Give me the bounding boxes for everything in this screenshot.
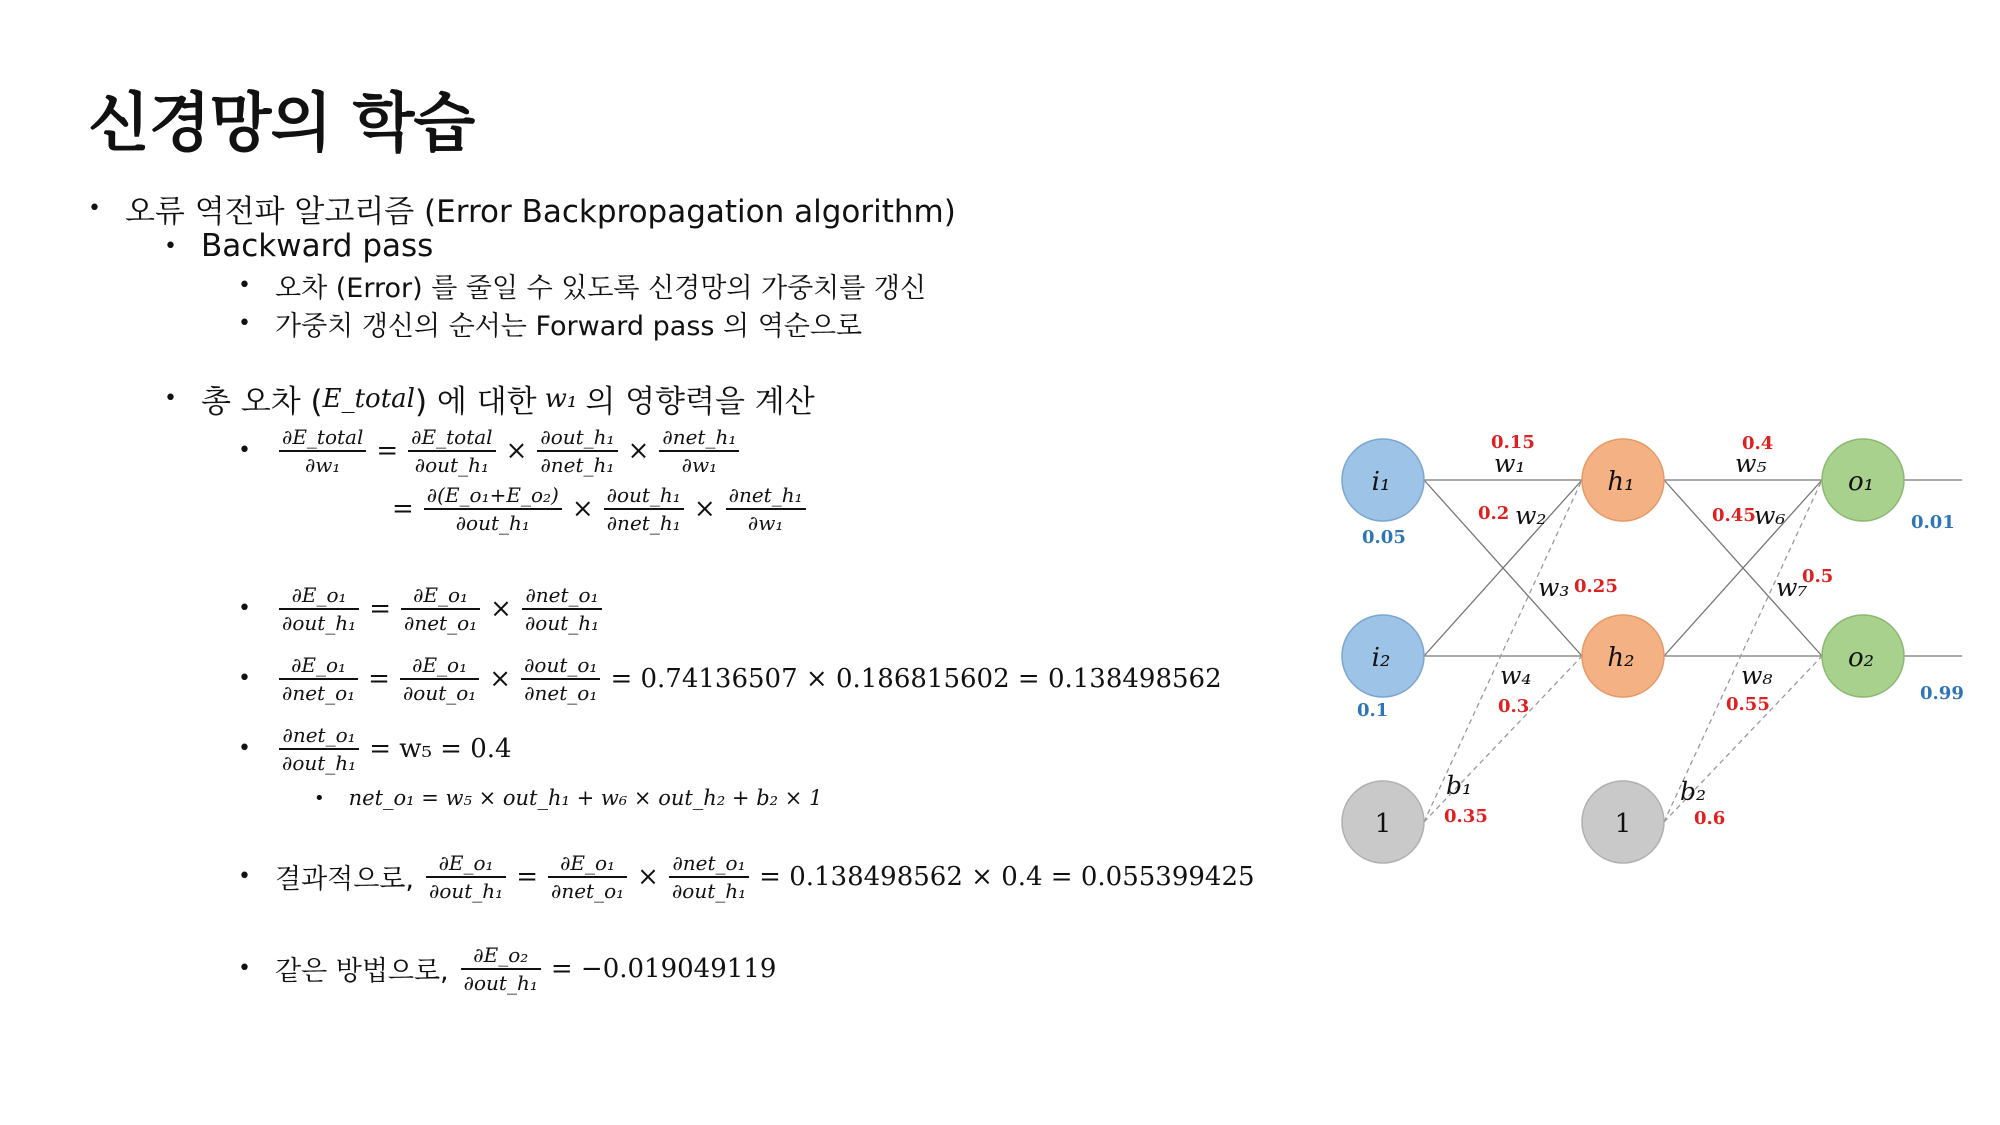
- equation-1-line-2: = $\frac{\text{∂(E\_o₁+E\_o₂)}}{\text{∂out\_h₁}}$ × $\frac{\text{∂out\_h₁}}{\text{∂net\_h₁}}$ × $\frac{\text{∂net\_h₁}}{\text{∂w₁}}$: [386, 482, 810, 536]
- equation-5: • 결과적으로, $\frac{\text{∂E\_o₁}}{\text{∂out\_h₁}}$ = $\frac{\text{∂E\_o₁}}{\text{∂net\_o₁}}$ × $\frac{\text{∂net\_o₁}}{\text{∂out\_h₁}}$ = 0.138498562 × 0.4 = 0.055399425: [238, 851, 1255, 903]
- weight-label-w2: w₂: [1515, 501, 1547, 530]
- denominator: ∂w₁: [681, 452, 718, 477]
- denominator: ∂net_o₁: [524, 680, 598, 705]
- numerator: ∂E_o₁: [438, 851, 494, 875]
- bullet-dot: •: [164, 386, 177, 411]
- weight-value-w8: 0.55: [1726, 694, 1770, 715]
- bullet-text: 오류 역전파 알고리즘 (Error Backpropagation algorithm): [124, 194, 956, 230]
- node-label-h1: h₁: [1607, 467, 1635, 497]
- denominator: ∂out_h₁: [281, 750, 357, 775]
- numerator: ∂net_o₁: [282, 723, 356, 747]
- numerator: ∂(E_o₁+E_o₂): [426, 483, 559, 507]
- weight-label-w8: w₈: [1741, 661, 1773, 690]
- numerator: ∂E_total: [411, 425, 493, 449]
- weight-value-w4: 0.3: [1498, 696, 1530, 717]
- denominator: ∂out_h₁: [281, 610, 357, 635]
- math-etotal: E_total: [322, 383, 415, 414]
- math-w1: w₁: [544, 383, 578, 414]
- page-title: 신경망의 학습: [88, 87, 475, 161]
- node-label-bias-1: 1: [1374, 809, 1392, 839]
- bullet-dot: •: [314, 787, 325, 809]
- numerator: ∂net_o₁: [672, 851, 746, 875]
- equation-result: = −0.019049119: [550, 953, 777, 984]
- weight-value-w3: 0.25: [1574, 576, 1618, 597]
- weight-value-w2: 0.2: [1478, 503, 1510, 524]
- numerator: ∂out_h₁: [540, 425, 615, 449]
- denominator: ∂net_o₁: [281, 680, 356, 705]
- weight-value-w6: 0.45: [1712, 505, 1756, 526]
- output-target-o2: 0.99: [1920, 683, 1964, 704]
- weight-value-b1: 0.35: [1444, 806, 1488, 827]
- weight-value-b2: 0.6: [1694, 808, 1726, 829]
- denominator: ∂w₁: [304, 452, 341, 477]
- node-label-bias-2: 1: [1614, 809, 1632, 839]
- numerator: ∂E_o₁: [291, 583, 347, 607]
- numerator: ∂out_o₁: [524, 653, 598, 677]
- bullet-text-pre: 총 오차 (: [200, 384, 323, 420]
- input-value-i2: 0.1: [1357, 700, 1389, 721]
- denominator: ∂net_h₁: [606, 510, 681, 535]
- weight-label-w7: w₇: [1776, 573, 1808, 602]
- numerator: ∂net_h₁: [662, 425, 737, 449]
- node-label-h2: h₂: [1607, 643, 1635, 673]
- numerator: ∂E_o₁: [413, 583, 469, 607]
- weight-label-w4: w₄: [1500, 661, 1532, 690]
- weight-value-w7: 0.5: [1802, 566, 1834, 587]
- denominator: ∂out_h₁: [524, 610, 600, 635]
- weight-label-w5: w₅: [1735, 449, 1767, 478]
- bullet-dot: •: [238, 311, 251, 336]
- equation-3: • $\frac{\text{∂E\_o₁}}{\text{∂net\_o₁}}$ = $\frac{\text{∂E\_o₁}}{\text{∂out\_o₁}}$ × $\frac{\text{∂out\_o₁}}{\text{∂net\_o₁}}$ = 0.74136507 × 0.186815602 = 0.138498562: [238, 653, 1222, 705]
- bullet-dot: •: [238, 864, 251, 890]
- numerator: ∂E_total: [281, 425, 364, 449]
- bullet-dot: •: [164, 233, 177, 259]
- node-label-i2: i₂: [1371, 643, 1391, 673]
- denominator: ∂net_o₁: [550, 878, 625, 903]
- equation-1-line-1: • $\frac{\text{∂E\_total}}{\text{∂w₁}}$ = $\frac{\text{∂E\_total}}{\text{∂out\_h₁}}$ × $\frac{\text{∂out\_h₁}}{\text{∂net\_h₁}}$ × $\frac{\text{∂net\_h₁}}{\text{∂w₁}}$: [238, 424, 743, 478]
- numerator: ∂E_o₂: [473, 943, 529, 967]
- denominator: ∂out_h₁: [455, 510, 530, 535]
- bullet-text: 오차 (Error) 를 줄일 수 있도록 신경망의 가중치를 갱신: [274, 273, 927, 304]
- denominator: ∂net_h₁: [540, 452, 615, 477]
- weight-label-b1: b₁: [1446, 771, 1473, 800]
- bullet-dot: •: [238, 596, 251, 622]
- equation-result: = 0.138498562 × 0.4 = 0.055399425: [759, 861, 1255, 892]
- bullet-text: 가중치 갱신의 순서는 Forward pass 의 역순으로: [274, 311, 863, 342]
- equation-prefix: 같은 방법으로,: [274, 956, 449, 988]
- node-label-i1: i₁: [1371, 467, 1391, 497]
- input-value-i1: 0.05: [1362, 527, 1406, 548]
- denominator: ∂out_o₁: [402, 680, 477, 705]
- weight-label-w3: w₃: [1538, 573, 1570, 602]
- numerator: ∂out_h₁: [606, 483, 681, 507]
- denominator: ∂out_h₁: [428, 878, 504, 903]
- edge-b2-o1: [1664, 480, 1822, 822]
- bullet-text-post: 의 영향력을 계산: [585, 384, 815, 420]
- numerator: ∂E_o₁: [291, 653, 347, 677]
- denominator: ∂net_o₁: [403, 610, 478, 635]
- bullet-dot: •: [238, 736, 251, 762]
- numerator: ∂net_h₁: [728, 483, 803, 507]
- weight-value-w1: 0.15: [1491, 432, 1535, 453]
- equation-result: = w₅ = 0.4: [369, 733, 512, 764]
- denominator: ∂out_h₁: [463, 970, 538, 995]
- equation-prefix: 결과적으로,: [274, 864, 414, 896]
- bullet-dot: •: [88, 196, 101, 221]
- numerator: ∂E_o₁: [560, 851, 616, 875]
- bullet-dot: •: [238, 666, 251, 692]
- equation-result: = 0.74136507 × 0.186815602 = 0.138498562: [610, 663, 1222, 694]
- bullet-dot: •: [238, 438, 251, 464]
- weight-label-w6: w₆: [1754, 501, 1786, 530]
- weight-label-w1: w₁: [1494, 449, 1526, 478]
- weight-value-w5: 0.4: [1742, 433, 1774, 454]
- net-o1-definition: net_o₁ = w₅ × out_h₁ + w₆ × out_h₂ + b₂ × 1: [348, 786, 823, 810]
- denominator: ∂out_h₁: [414, 452, 489, 477]
- bullet-dot: •: [238, 956, 251, 982]
- bullet-text-mid: ) 에 대한: [414, 384, 537, 420]
- node-label-o1: o₁: [1847, 467, 1875, 497]
- equation-2: • $\frac{\text{∂E\_o₁}}{\text{∂out\_h₁}}$ = $\frac{\text{∂E\_o₁}}{\text{∂net\_o₁}}$ × $\frac{\text{∂net\_o₁}}{\text{∂out\_h₁}}$: [238, 582, 606, 636]
- denominator: ∂w₁: [747, 510, 784, 535]
- bullet-text: Backward pass: [200, 228, 434, 264]
- bullet-dot: •: [238, 273, 251, 298]
- numerator: ∂E_o₁: [412, 653, 468, 677]
- output-target-o1: 0.01: [1911, 512, 1955, 533]
- weight-label-b2: b₂: [1680, 777, 1707, 806]
- node-label-o2: o₂: [1847, 643, 1875, 673]
- numerator: ∂net_o₁: [525, 583, 599, 607]
- denominator: ∂out_h₁: [671, 878, 747, 903]
